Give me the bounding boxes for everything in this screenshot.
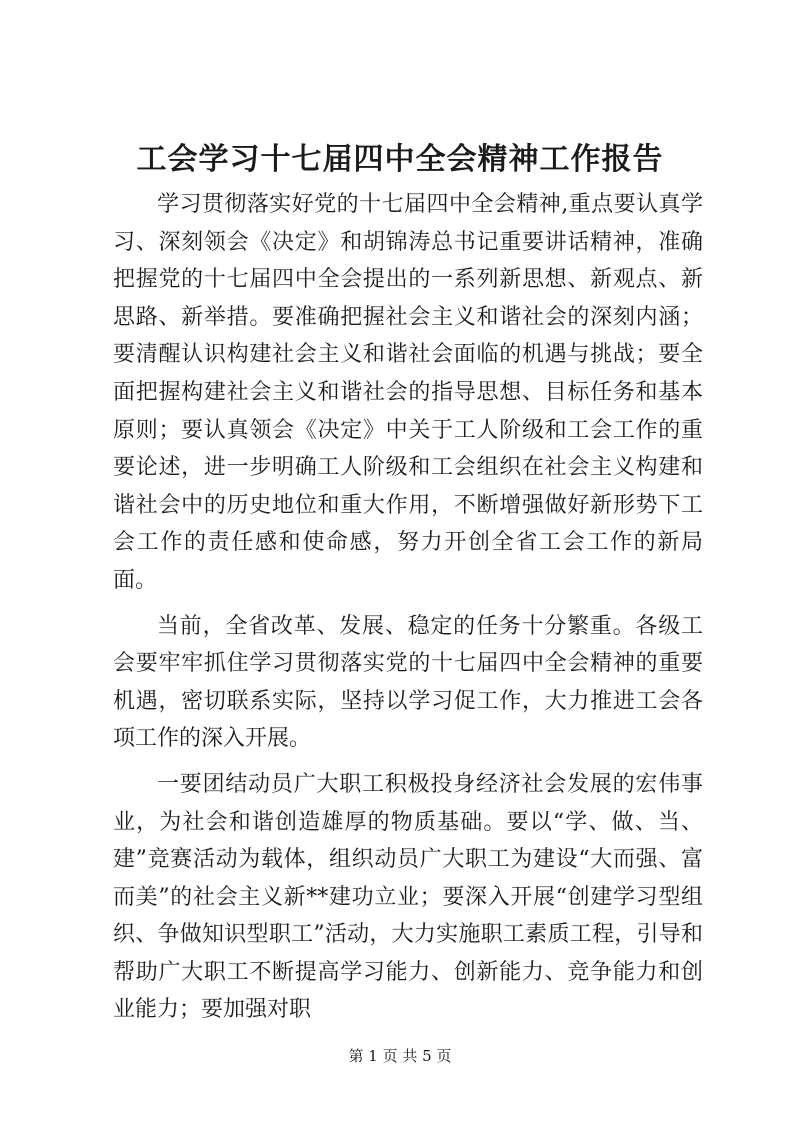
document-body [113,186,703,1029]
paragraph-2: 当前，全省改革、发展、稳定的任务十分繁重。各级工会要牢牢抓住学习贯彻落实党的十七届四中全会精神的重要机遇，密切联系实际，坚持以学习促工作，大力推进工会各项工作的深入开展。 [113,613,703,752]
document-title: 工会学习十七届四中全会精神工作报告 [136,142,664,177]
page-number-footer: 第 1 页 共 5 页 [348,1047,452,1065]
paragraph-1: 学习贯彻落实好党的十七届四中全会精神,重点要认真学习、深刻领会《决定》和胡锦涛总书记重要讲话精神，准确把握党的十七届四中全会提出的一系列新思想、新观点、新思路、新举措。要准确把握社会主义和谐社会的深刻内涵；要清醒认识构建社会主义和谐社会面临的机遇与挑战；要全面把握构建社会主义和谐社会的指导思想、目标任务和基本原则；要认真领会《决定》中关于工人阶级和工会工作的重要论述，进一步明确工人阶级和工会组织在社会主义构建和谐社会中的历史地位和重大作用，不断增强做好新形势下工会工作的责任感和使命感，努力开创全省工会工作的新局面。 [113,192,703,593]
paragraph-3: 一要团结动员广大职工积极投身经济社会发展的宏伟事业，为社会和谐创造雄厚的物质基础。要以“学、做、当、建”竞赛活动为载体，组织动员广大职工为建设“大而强、富而美”的社会主义新**建功立业；要深入开展“创建学习型组织、争做知识型职工”活动，大力实施职工素质工程，引导和帮助广大职工不断提高学习能力、创新能力、竞争能力和创业能力；要加强对职 [113,771,703,1023]
